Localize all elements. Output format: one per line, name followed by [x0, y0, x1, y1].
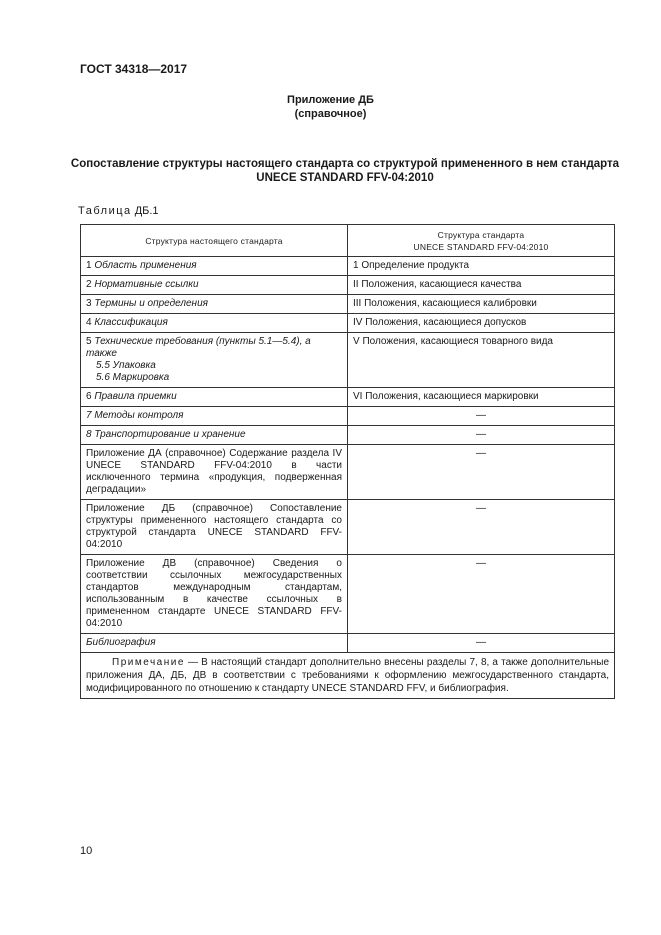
col2-header [348, 225, 615, 257]
main-title [70, 157, 620, 185]
col2-header-line1: Структура стандарта [437, 229, 525, 240]
table-row [81, 555, 615, 634]
row-right: — [348, 634, 615, 653]
appendix-heading [0, 93, 661, 121]
row-sub-item: 5.5 Упаковка [96, 360, 156, 371]
row-left: Термины и определения [94, 298, 208, 309]
row-right: V Положения, касающиеся товарного вида [348, 333, 615, 388]
row-right: IV Положения, касающиеся допусков [348, 314, 615, 333]
table-note [81, 653, 615, 699]
row-right: III Положения, касающиеся калибровки [348, 295, 615, 314]
row-left: Приложение ДБ (справочное) Сопоставление структуры примененного настоящего стандарта со структурой стандарта UNECE STANDARD FFV-04:2010 [81, 500, 348, 555]
page-number: 10 [80, 845, 93, 857]
table-row [81, 445, 615, 500]
row-sub-item: 5.6 Маркировка [96, 372, 170, 383]
table-label-word: Таблица [78, 205, 132, 217]
row-left: 7 Методы контроля [81, 407, 348, 426]
document-code: ГОСТ 34318—2017 [80, 62, 188, 76]
row-left: Приложение ДА (справочное) Содержание раздела IV UNECE STANDARD FFV-04:2010 в части исключенного термина «продукция, подверженная деградации» [81, 445, 348, 500]
table-row [81, 634, 615, 653]
table-label [78, 205, 159, 217]
row-right: 1 Определение продукта [348, 257, 615, 276]
row-right: VI Положения, касающиеся маркировки [348, 388, 615, 407]
row-left: Нормативные ссылки [94, 279, 199, 290]
table-note-row [81, 653, 615, 699]
note-label: Примечание [112, 657, 185, 668]
row-right: — [348, 555, 615, 634]
row-right: — [348, 445, 615, 500]
row-number: 1 [86, 260, 95, 271]
row-number: 5 [86, 336, 95, 347]
row-right: — [348, 407, 615, 426]
row-left: 8 Транспортирование и хранение [81, 426, 348, 445]
table-row [81, 426, 615, 445]
row-left: Правила приемки [94, 391, 177, 402]
table-label-number: ДБ.1 [134, 205, 159, 217]
main-title-line2: UNECE STANDARD FFV-04:2010 [256, 172, 434, 184]
main-title-line1: Сопоставление структуры настоящего стандарта со структурой примененного в нем стандарта [70, 158, 620, 170]
table-row [81, 388, 615, 407]
table-row [81, 407, 615, 426]
col1-header: Структура настоящего стандарта [81, 225, 348, 257]
table-row [81, 333, 615, 388]
table-header-row [81, 225, 615, 257]
table-row [81, 257, 615, 276]
row-left: Технические требования (пункты 5.1—5.4), а также [86, 336, 311, 359]
table-row [81, 276, 615, 295]
col2-header-line2: UNECE STANDARD FFV-04:2010 [413, 241, 549, 252]
row-left: Библиография [81, 634, 348, 653]
table-row [81, 500, 615, 555]
table-row [81, 314, 615, 333]
appendix-subtitle: (справочное) [294, 108, 367, 120]
row-number: 4 [86, 317, 95, 328]
row-left: Классификация [94, 317, 168, 328]
appendix-title: Приложение ДБ [287, 94, 374, 106]
row-number: 6 [86, 391, 95, 402]
row-number: 3 [86, 298, 95, 309]
row-left: Приложение ДВ (справочное) Сведения о соответствии ссылочных межгосударственных стандартов международным стандартам, использованным в качестве ссылочных в примененном стандарте UNECE STANDARD FFV-04:2010 [81, 555, 348, 634]
row-right: II Положения, касающиеся качества [348, 276, 615, 295]
row-left: Область применения [94, 260, 197, 271]
row-right: — [348, 426, 615, 445]
table-row [81, 295, 615, 314]
note-text: — В настоящий стандарт дополнительно внесены разделы 7, 8, а также дополнительные приложения ДА, ДБ, ДВ в соответствии с требованиями к оформлению межгосударственного стандарта, модифицированного по отношению к стандарту UNECE STANDARD FFV, и библиография. [86, 657, 610, 694]
comparison-table [80, 224, 615, 699]
row-right: — [348, 500, 615, 555]
row-number: 2 [86, 279, 95, 290]
